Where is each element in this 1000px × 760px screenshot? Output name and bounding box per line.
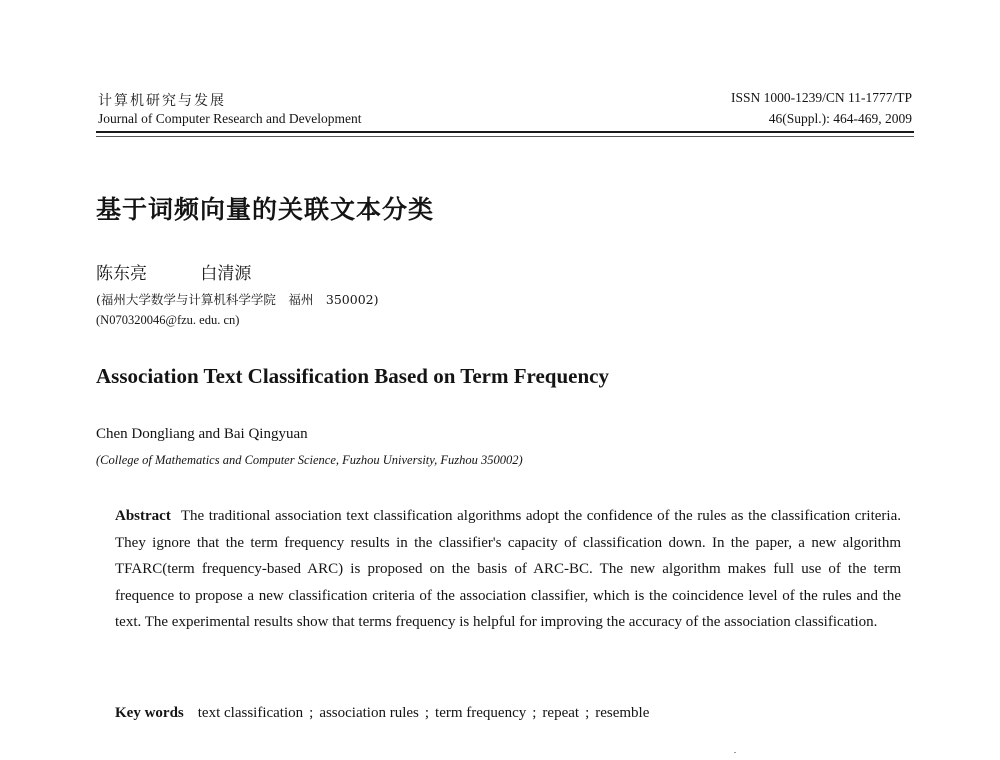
journal-title-en: Journal of Computer Research and Development [98,111,362,126]
keyword-separator: ; [532,705,537,721]
paper-title-cn: 基于词频向量的关联文本分类 [96,195,435,224]
author-email: (N070320046@fzu. edu. cn) [96,313,240,327]
header-rule-thin [96,136,914,137]
abstract [115,503,901,636]
authors-cn [96,259,251,284]
keyword: term frequency [435,705,527,721]
keyword-separator: ; [424,705,430,721]
keyword: repeat [542,705,580,721]
abstract-text: The traditional association text classification algorithms adopt the confidence of the rules as the classification criteria. They ignore that the term frequency results in the classifier's capacity of classification down. In the paper, a new algorithm TFARC(term frequency-based ARC) is proposed on the basis of ARC-BC. The new algorithm makes full use of the term frequence to propose a new classification criteria of the association classifier, which is the coincidence level of the rules and the text. The experimental results show that terms frequency is helpful for improving the accuracy of the association classification. [115,508,901,630]
keyword: association rules [319,705,419,721]
volume-pages: 46(Suppl.): 464-469, 2009 [768,111,912,126]
author-cn-2: 白清源 [200,264,252,284]
keyword-separator: ; [585,705,590,721]
keyword-separator: ; [309,705,314,721]
header-rule-thick [96,131,914,133]
abstract-label: Abstract [115,508,171,524]
issn-line: ISSN 1000-1239/CN 11-1777/TP [730,90,912,105]
author-cn-1: 陈东亮 [96,264,147,284]
journal-title-cn: 计算机研究与发展 [98,93,226,109]
authors-en: Chen Dongliang and Bai Qingyuan [96,426,308,442]
scan-speck [734,752,736,753]
paper-title-en: Association Text Classification Based on Term Frequency [96,364,609,388]
affiliation-en: (College of Mathematics and Computer Science, Fuzhou University, Fuzhou 350002) [96,453,523,467]
keyword: resemble [595,705,650,721]
keywords [115,705,649,722]
keyword: text classification [197,705,304,721]
keywords-label: Key words [115,705,184,721]
affiliation-cn: (福州大学数学与计算机科学学院 福州 350002) [96,292,379,307]
